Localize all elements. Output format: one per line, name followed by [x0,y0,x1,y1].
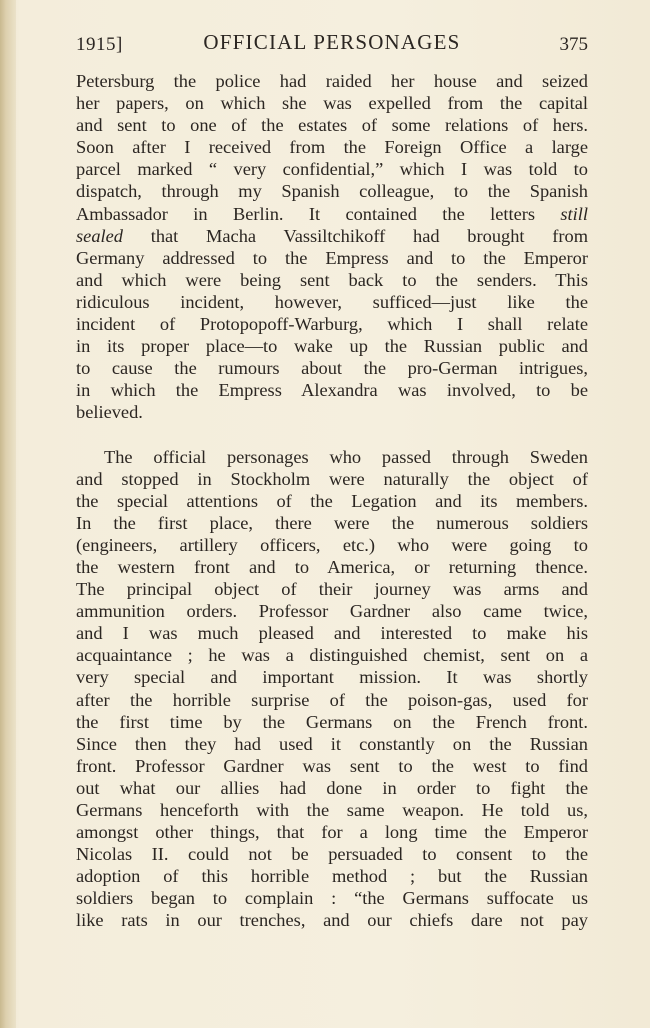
text-line: Germans henceforth with the same weapon. He told us, [76,800,588,820]
page-number: 375 [559,34,588,55]
page-body [76,70,588,932]
text-line: acquaintance ; he was a distinguished chemist, sent on a [76,645,588,666]
text-line: and stopped in Stockholm were naturally the object of [76,468,588,489]
text-line: parcel marked “ very confidential,” which I was told to [76,159,588,180]
page-binding-edge [0,0,16,1028]
text-line: The official personages who passed through Sweden [104,446,588,467]
text-line: the first time by the Germans on the French front. [76,711,588,732]
text-line: Since then they had used it constantly on the Russian [76,733,588,754]
text-line: in its proper place—to wake up the Russian public and [76,336,588,357]
text-line: sealed that Macha Vassiltchikoff had brought from [76,225,588,246]
paragraph-2 [76,446,588,932]
text-line: very special and important mission. It was shortly [76,667,588,688]
text-line: (engineers, artillery officers, etc.) who were going to [76,534,588,555]
text-line: The principal object of their journey was arms and [76,579,588,600]
text-line: dispatch, through my Spanish colleague, to the Spanish [76,181,588,202]
text-line: Nicolas II. could not be persuaded to consent to the [76,844,588,865]
text-line: after the horrible surprise of the poison-gas, used for [76,689,588,710]
text-line: in which the Empress Alexandra was involved, to be [76,380,588,401]
text-line: the western front and to America, or returning thence. [76,556,588,577]
text-line: like rats in our trenches, and our chiefs dare not pay [76,910,588,931]
text-line: incident of Protopopoff-Warburg, which I shall relate [76,314,588,335]
text-line: soldiers began to complain : “the Germans suffocate us [76,888,588,909]
header-title: OFFICIAL PERSONAGES [203,30,461,54]
text-line: front. Professor Gardner was sent to the west to find [76,755,588,776]
text-line: adoption of this horrible method ; but the Russian [76,866,588,887]
text-line: out what our allies had done in order to fight the [76,777,588,798]
paragraph-1 [76,70,588,424]
text-line: Germany addressed to the Empress and to the Emperor [76,247,588,268]
text-line: Petersburg the police had raided her house and seized [76,71,588,91]
text-line: ridiculous incident, however, sufficed—just like the [76,291,588,312]
text-line: and sent to one of the estates of some relations of hers. [76,115,588,136]
text-line: the special attentions of the Legation and its members. [76,490,588,511]
text-line: and which were being sent back to the senders. This [76,269,588,290]
header-year: 1915] [76,34,123,55]
text-line: believed. [76,402,143,423]
text-line: her papers, on which she was expelled from the capital [76,93,588,114]
text-line: Soon after I received from the Foreign Office a large [76,137,588,158]
text-line: and I was much pleased and interested to make his [76,623,588,644]
text-line: amongst other things, that for a long time the Emperor [76,822,588,843]
text-line: Ambassador in Berlin. It contained the letters still [76,203,588,224]
running-header [76,30,588,60]
text-line: In the first place, there were the numerous soldiers [76,512,588,533]
text-line: to cause the rumours about the pro-German intrigues, [76,358,588,379]
text-line: ammunition orders. Professor Gardner also came twice, [76,601,588,622]
